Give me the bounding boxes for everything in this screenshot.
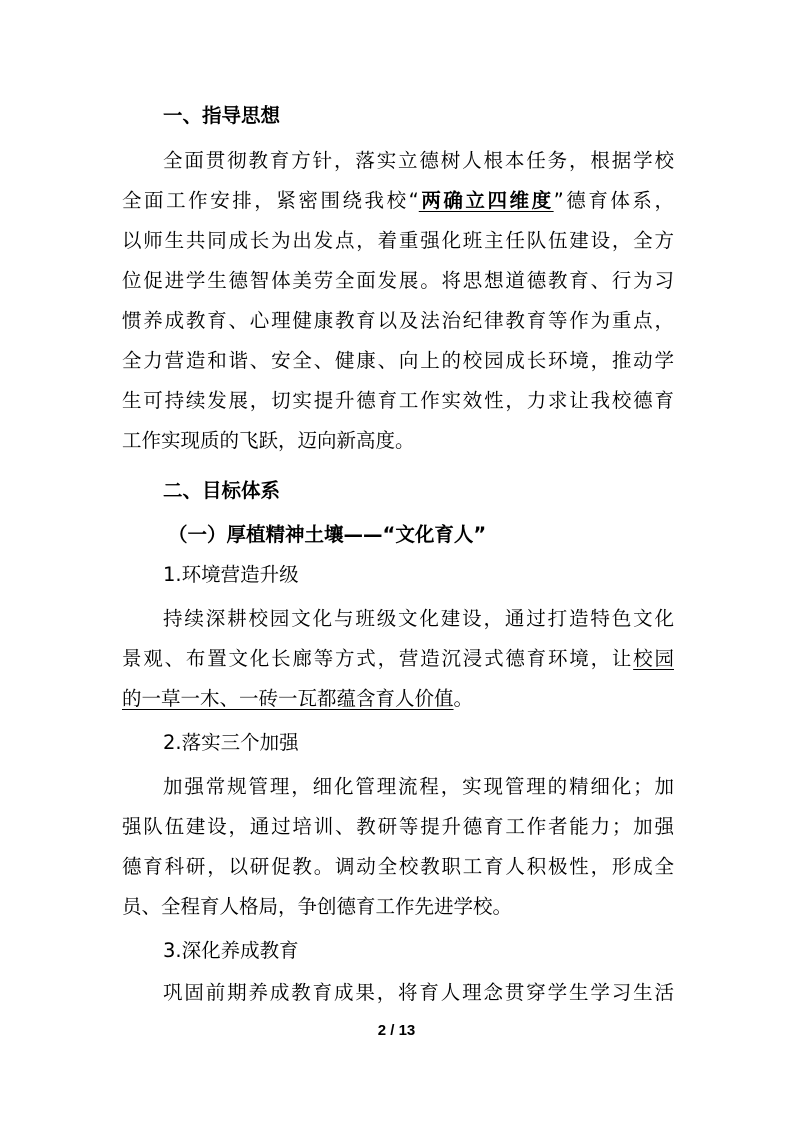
text-span: 景观、布置文化长廊等方式，营造沉浸式德育环境，让 <box>122 647 634 670</box>
paragraph-line: 全力营造和谐、安全、健康、向上的校园成长环境，推动学 <box>122 349 674 372</box>
paragraph-line: 生可持续发展，切实提升德育工作实效性，力求让我校德育 <box>122 389 674 412</box>
page-number: 2 / 13 <box>377 1022 416 1039</box>
text-span: ”德育体系， <box>553 189 674 212</box>
text-span: 。 <box>453 687 474 710</box>
paragraph-line <box>122 679 674 719</box>
paragraph-line: 惯养成教育、心理健康教育以及法治纪律教育等作为重点， <box>122 309 674 332</box>
paragraph-line: 德育科研，以研促教。调动全校教职工育人积极性，形成全 <box>122 855 674 878</box>
paragraph-line: 加强常规管理，细化管理流程，实现管理的精细化；加 <box>163 775 674 798</box>
paragraph-line: 工作实现质的飞跃，迈向新高度。 <box>122 429 415 452</box>
paragraph-line: 全面贯彻教育方针，落实立德树人根本任务，根据学校 <box>163 149 674 172</box>
paragraph-line: 强队伍建设，通过培训、教研等提升德育工作者能力；加强 <box>122 815 674 838</box>
item-title-three-strengthen: 2.落实三个加强 <box>163 731 299 754</box>
underlined-text: 的一草一木、一砖一瓦都蕴含育人价值 <box>122 687 454 710</box>
text-span: 全面工作安排，紧密围绕我校“ <box>122 189 419 212</box>
paragraph-line: 巩固前期养成教育成果，将育人理念贯穿学生学习生活 <box>163 981 674 1004</box>
paragraph-line <box>122 181 674 221</box>
item-title-environment: 1.环境营造升级 <box>163 563 299 586</box>
paragraph-line: 持续深耕校园文化与班级文化建设，通过打造特色文化 <box>163 607 674 630</box>
paragraph-line: 员、全程育人格局，争创德育工作先进学校。 <box>122 895 513 918</box>
paragraph-line: 位促进学生德智体美劳全面发展。将思想道德教育、行为习 <box>122 269 674 292</box>
underlined-text: 校园 <box>633 647 674 670</box>
paragraph-line <box>122 639 674 679</box>
subsection-heading-culture: （一）厚植精神土壤——“文化育人” <box>168 523 487 546</box>
section-heading-goal-system: 二、目标体系 <box>163 479 281 502</box>
paragraph-line: 以师生共同成长为出发点，着重强化班主任队伍建设，全方 <box>122 229 674 252</box>
item-title-habit-education: 3.深化养成教育 <box>163 939 299 962</box>
section-heading-guiding-ideology: 一、指导思想 <box>163 104 281 127</box>
underlined-term: 两确立四维度 <box>418 189 554 212</box>
